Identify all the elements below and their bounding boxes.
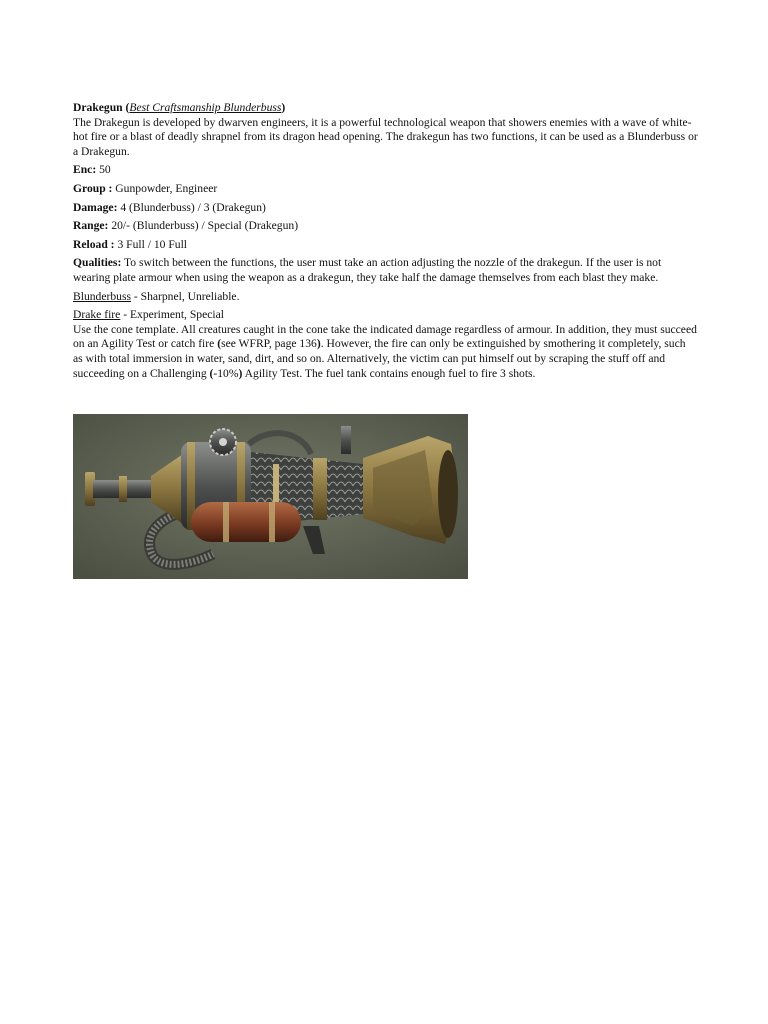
drakegun-image xyxy=(73,414,468,579)
weapon-intro: The Drakegun is developed by dwarven engineers, it is a powerful technological weapon that showers enemies with a wave of white-hot fire or a blast of deadly shrapnel from its dragon head opening. The drakegun has two functions, it can be used as a Blunderbuss or a Drakegun. xyxy=(73,115,698,158)
stat-group: Group : Gunpowder, Engineer xyxy=(73,181,218,195)
blunderbuss-mode: Blunderbuss - Sharpnel, Unreliable. xyxy=(73,289,240,303)
weapon-subtitle-link[interactable]: Best Craftsmanship Blunderbuss xyxy=(129,101,282,114)
weapon-heading: Drakegun (Best Craftsmanship Blunderbuss) xyxy=(73,101,286,114)
stat-reload: Reload : 3 Full / 10 Full xyxy=(73,237,188,251)
blunderbuss-link[interactable]: Blunderbuss xyxy=(73,289,131,303)
document-body xyxy=(73,101,698,385)
drakefire-link[interactable]: Drake fire xyxy=(73,308,121,322)
weapon-name: Drakegun xyxy=(73,101,123,114)
rulebook-reference: see WFRP, page 136 xyxy=(221,337,317,351)
stat-qualities: Qualities: To switch between the functions, the user must take an action adjusting the nozzle of the drakegun. If the user is not wearing plate armour when using the weapon as a drakegun, they take half the damage themselves from each blast they make. xyxy=(73,256,662,284)
drakegun-illustration xyxy=(73,414,468,579)
stat-range: Range: 20/- (Blunderbuss) / Special (Drakegun) xyxy=(73,219,299,233)
stat-damage: Damage: 4 (Blunderbuss) / 3 (Drakegun) xyxy=(73,200,266,214)
stat-enc: Enc: 50 xyxy=(73,163,111,177)
drakefire-description: Use the cone template. All creatures caught in the cone take the indicated damage regardless of armour. In addition, they must succeed on an Agility Test or catch fire (see WFRP, page 136). However, the fire can only be extinguished by smothering it completely, such as with total immersion in water, sand, dirt, and so on. Alternatively, the victim can put himself out by scraping the stuff off and succeeding on a Challenging (-10%) Agility Test. The fuel tank contains enough fuel to fire 3 shots. xyxy=(73,322,697,380)
drakefire-mode: Drake fire - Experiment, Special xyxy=(73,308,224,322)
